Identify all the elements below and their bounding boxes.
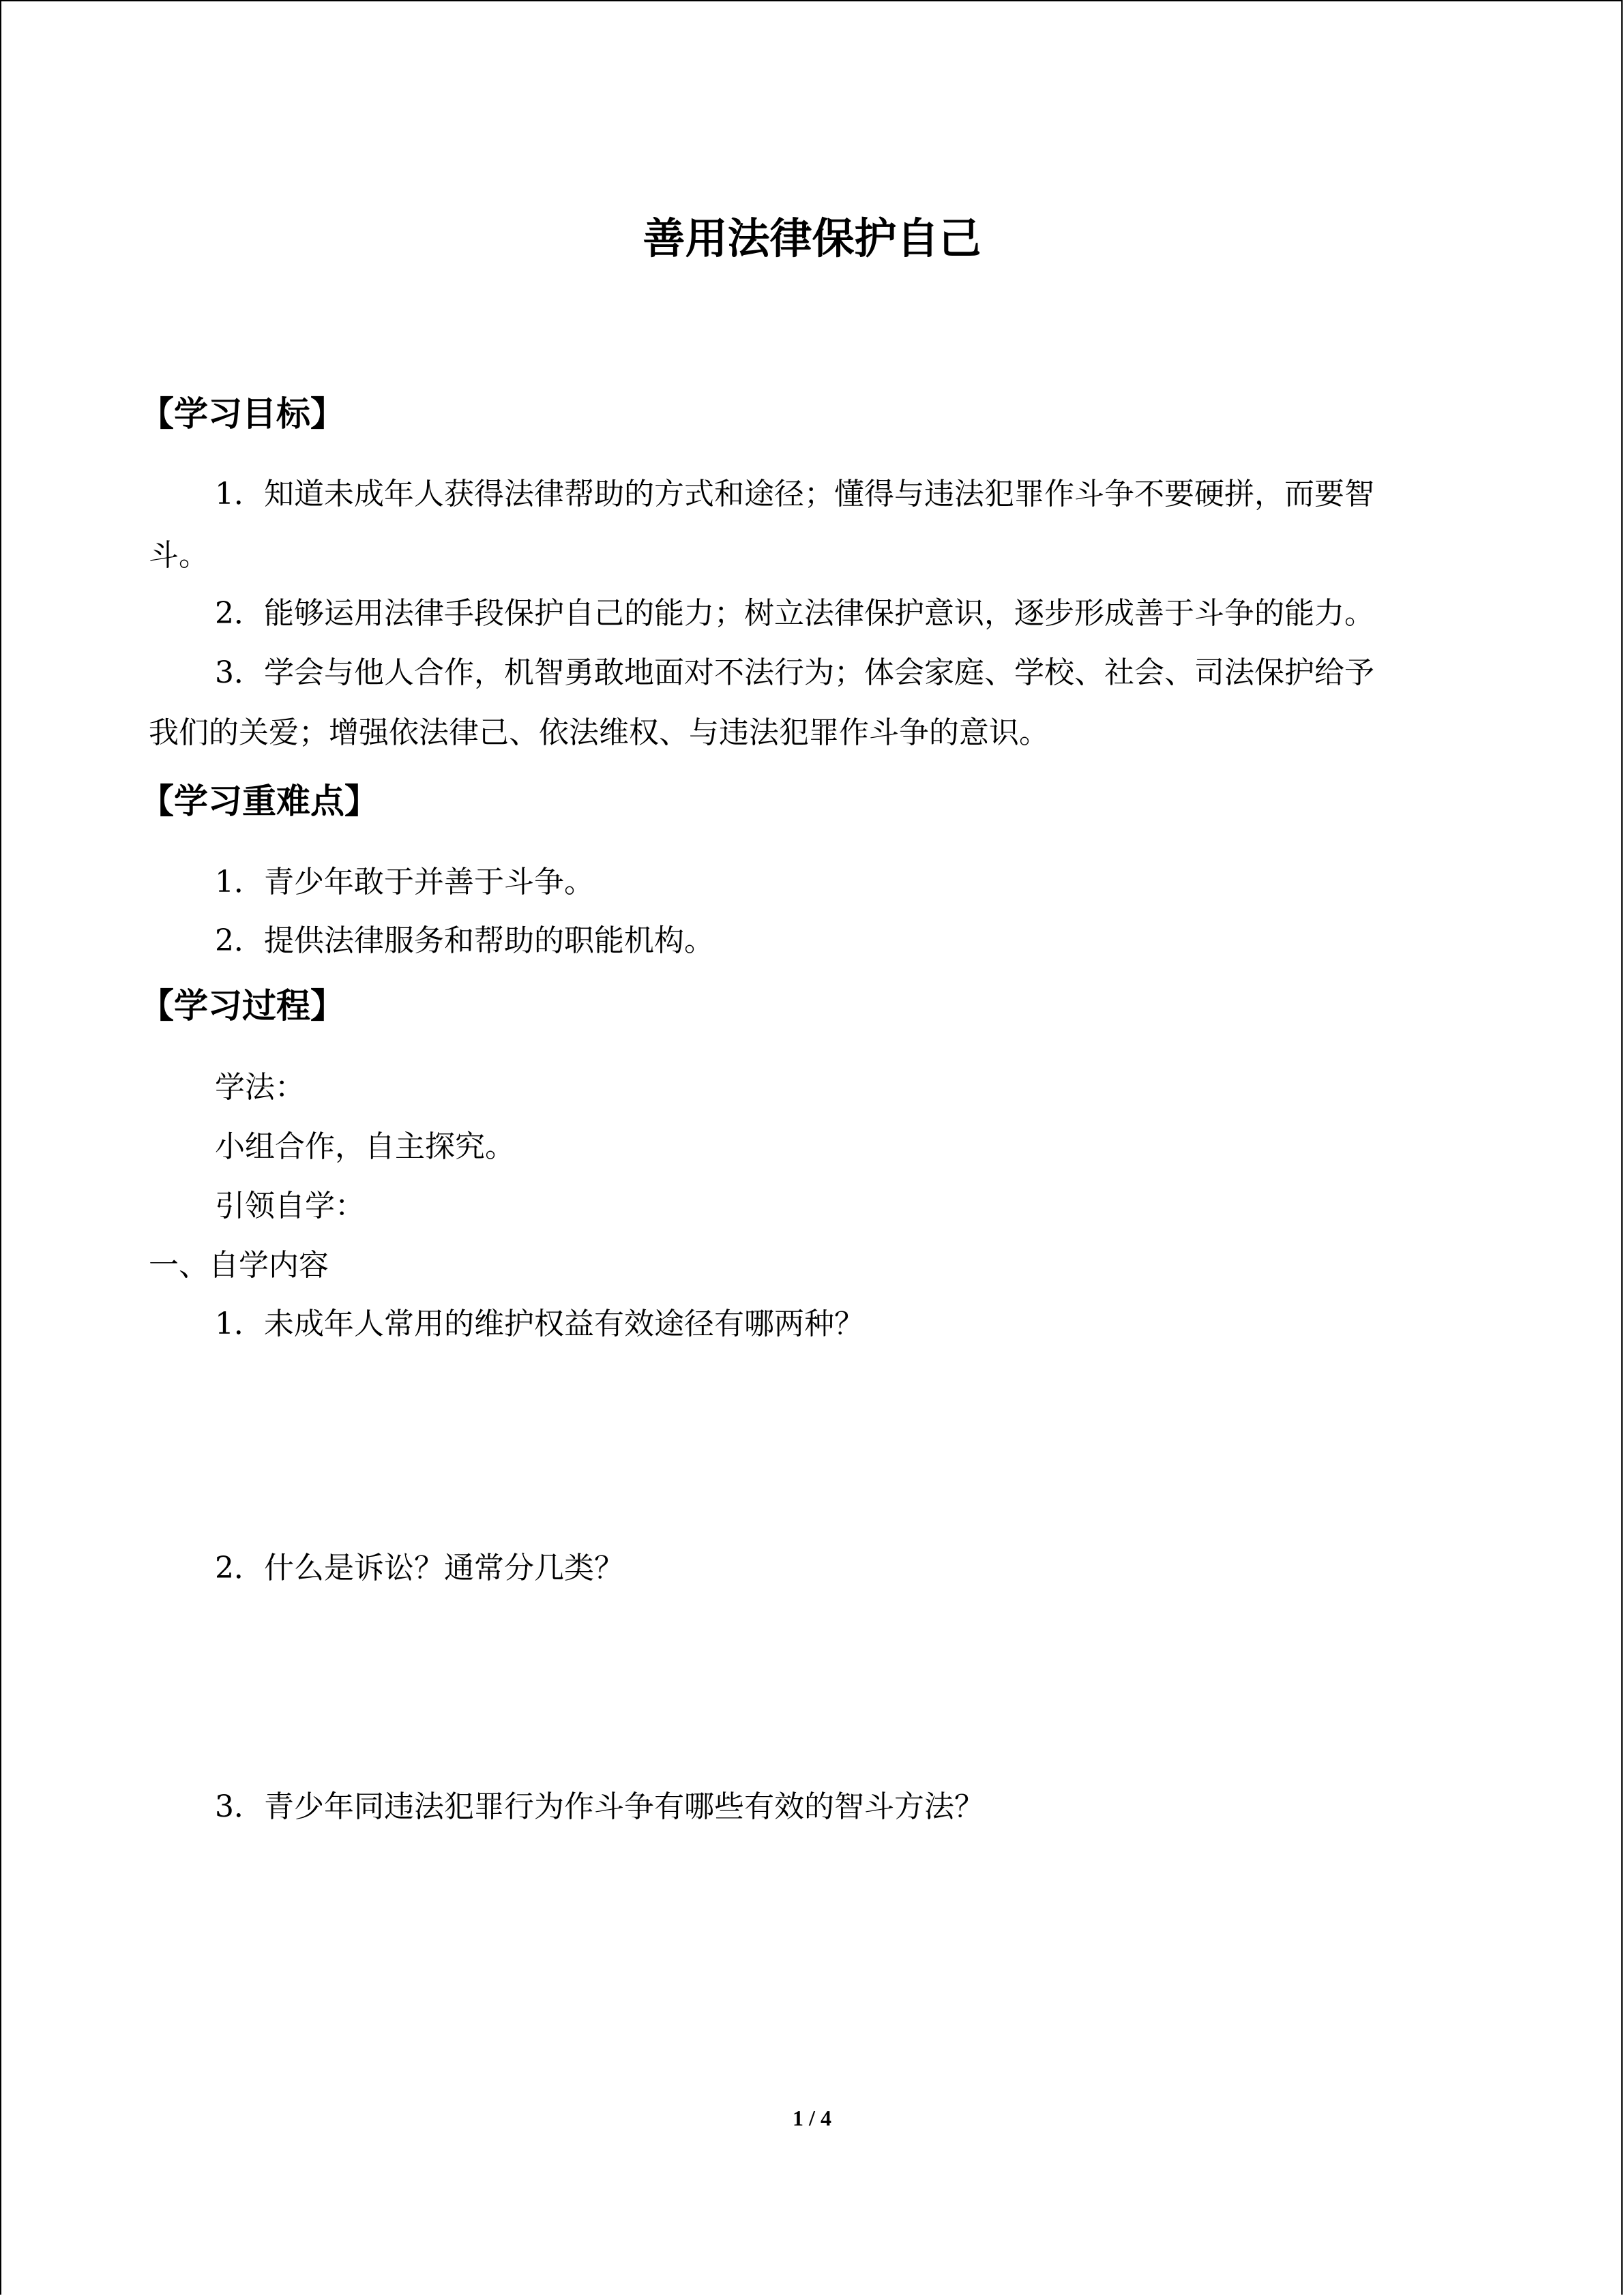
key-points-heading: 【学习重难点】 [140,781,379,821]
objective-item-1-line-1: 1．知道未成年人获得法律帮助的方式和途径；懂得与违法犯罪作斗争不要硬拼，而要智 [215,477,1374,511]
key-point-item-2: 2．提供法律服务和帮助的职能机构。 [215,923,714,958]
process-heading: 【学习过程】 [140,986,344,1026]
guide-label: 引领自学： [215,1189,365,1223]
method-label: 学法： [215,1070,305,1105]
page-title: 善用法律保护自己 [643,213,981,263]
objective-item-3-line-2: 我们的关爱；增强依法律己、依法维权、与违法犯罪作斗争的意识。 [149,715,1049,750]
question-2: 2．什么是诉讼？通常分几类？ [215,1551,624,1585]
method-text: 小组合作，自主探究。 [215,1129,515,1164]
page-number: 1 / 4 [793,2106,831,2130]
objective-item-3-line-1: 3．学会与他人合作，机智勇敢地面对不法行为；体会家庭、学校、社会、司法保护给予 [215,655,1374,690]
objective-item-2: 2．能够运用法律手段保护自己的能力；树立法律保护意识，逐步形成善于斗争的能力。 [215,596,1374,631]
question-3: 3．青少年同违法犯罪行为作斗争有哪些有效的智斗方法？ [215,1789,984,1824]
objectives-heading: 【学习目标】 [140,394,344,434]
key-point-item-1: 1．青少年敢于并善于斗争。 [215,865,594,899]
self-study-heading: 一、自学内容 [149,1248,329,1283]
question-1: 1．未成年人常用的维护权益有效途径有哪两种？ [215,1307,864,1341]
objective-item-1-line-2: 斗。 [149,538,209,573]
